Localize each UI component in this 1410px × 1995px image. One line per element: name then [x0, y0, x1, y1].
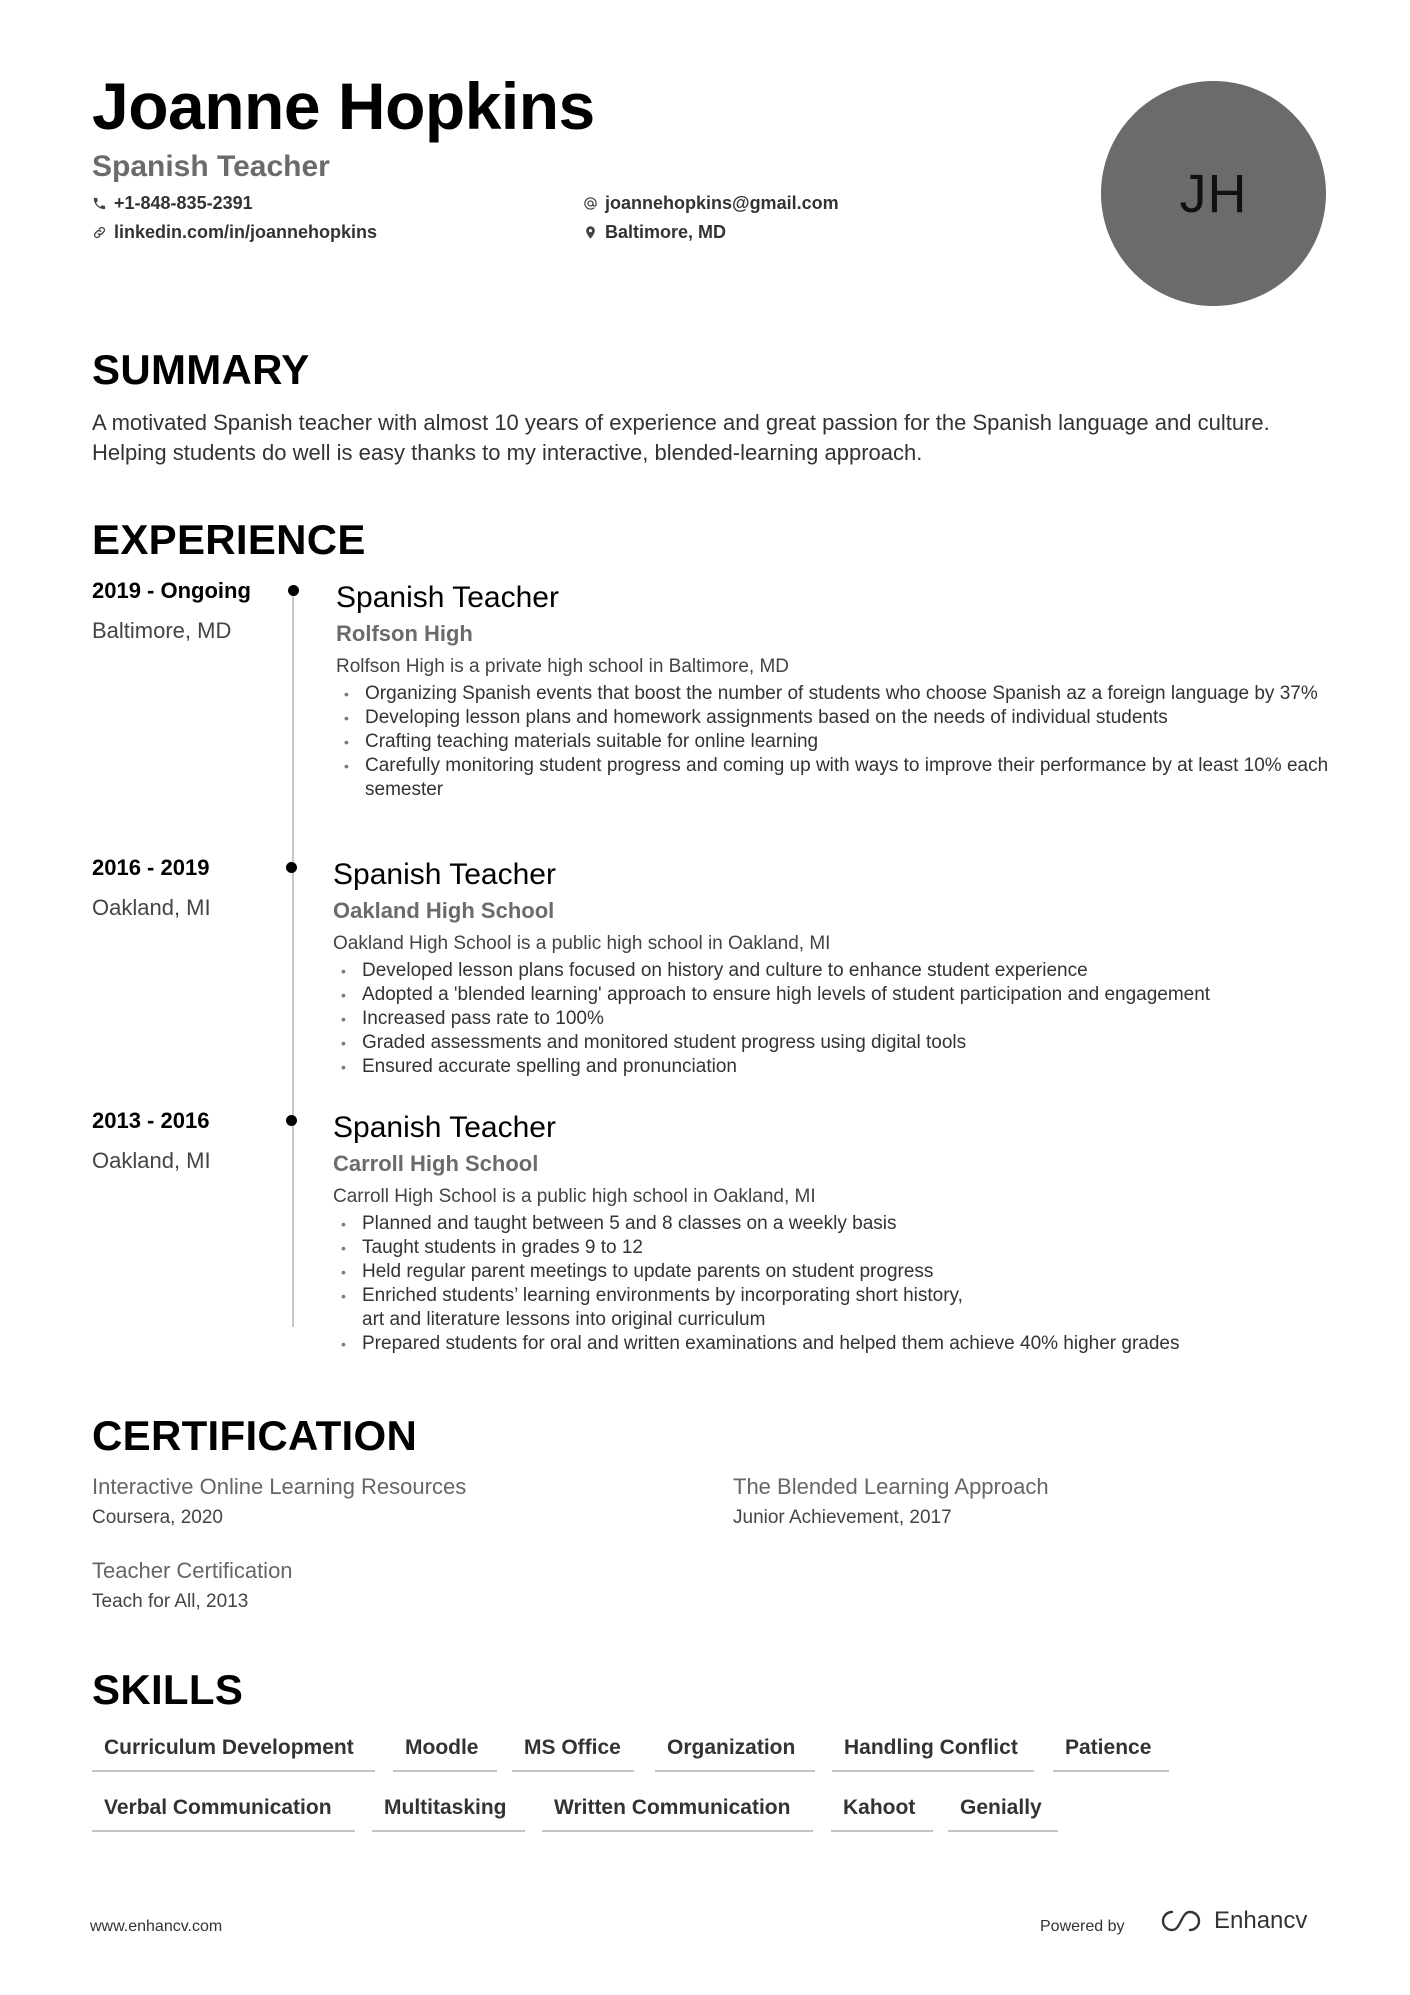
timeline-dot — [288, 585, 299, 596]
job-dates: 2013 - 2016 — [92, 1108, 210, 1133]
job-description: Oakland High School is a public high school in Oakland, MI — [333, 933, 831, 954]
job-location: Oakland, MI — [92, 895, 211, 920]
job-title: Spanish Teacher — [333, 1111, 556, 1144]
job-dates: 2019 - Ongoing — [92, 578, 251, 603]
phone-text: +1-848-835-2391 — [114, 193, 253, 213]
timeline-dot — [286, 862, 297, 873]
at-icon — [583, 196, 598, 211]
job-bullets — [333, 1212, 1373, 1356]
list-item: • Planned and taught between 5 and 8 classes on a weekly basis — [333, 1212, 1373, 1236]
skill-tag: Curriculum Development — [92, 1736, 375, 1772]
footer-powered-by: Powered by — [1040, 1918, 1125, 1935]
job-location: Oakland, MI — [92, 1148, 211, 1173]
candidate-role: Spanish Teacher — [92, 150, 330, 183]
list-item: • Ensured accurate spelling and pronunciation — [333, 1055, 1373, 1079]
phone-icon — [92, 196, 107, 211]
timeline-dot — [286, 1115, 297, 1126]
cert-name: The Blended Learning Approach — [733, 1474, 1049, 1499]
footer-brand[interactable] — [1160, 1907, 1307, 1935]
candidate-name: Joanne Hopkins — [92, 69, 595, 143]
skill-tag: Genially — [948, 1796, 1058, 1832]
certification-heading: CERTIFICATION — [92, 1412, 418, 1459]
job-entry — [333, 1110, 1373, 1356]
location-text: Baltimore, MD — [605, 222, 727, 242]
job-description: Carroll High School is a public high school in Oakland, MI — [333, 1186, 816, 1207]
summary-heading: SUMMARY — [92, 346, 310, 393]
skill-tag: Multitasking — [372, 1796, 525, 1832]
footer-brand-name: Enhancv — [1214, 1907, 1308, 1934]
avatar — [1101, 81, 1326, 306]
avatar-initials: JH — [1179, 163, 1248, 224]
list-item: • Crafting teaching materials suitable for online learning — [336, 730, 1376, 754]
job-title: Spanish Teacher — [333, 858, 556, 891]
list-item: • Taught students in grades 9 to 12 — [333, 1236, 1373, 1260]
job-dates: 2016 - 2019 — [92, 855, 210, 880]
cert-org: Junior Achievement, 2017 — [733, 1507, 952, 1528]
skill-tag: Patience — [1053, 1736, 1169, 1772]
location-pin-icon — [583, 225, 598, 240]
job-bullets — [336, 682, 1376, 802]
job-bullets — [333, 959, 1373, 1079]
skill-tag: Verbal Communication — [92, 1796, 355, 1832]
linkedin-text[interactable]: linkedin.com/in/joannehopkins — [114, 222, 378, 242]
list-item: • Organizing Spanish events that boost the number of students who choose Spanish az a foreign language by 37% — [336, 682, 1376, 706]
email-contact[interactable] — [583, 193, 839, 214]
cert-name: Teacher Certification — [92, 1558, 293, 1583]
list-item: • Increased pass rate to 100% — [333, 1007, 1373, 1031]
phone-contact — [92, 193, 253, 214]
list-item: • Held regular parent meetings to update parents on student progress — [333, 1260, 1373, 1284]
job-location: Baltimore, MD — [92, 618, 232, 643]
list-item: • Carefully monitoring student progress and coming up with ways to improve their performance by at least 10% each semester — [336, 754, 1376, 802]
timeline-line — [292, 592, 294, 1327]
list-item: • Developed lesson plans focused on history and culture to enhance student experience — [333, 959, 1373, 983]
cert-org: Teach for All, 2013 — [92, 1591, 249, 1612]
job-company: Carroll High School — [333, 1151, 539, 1176]
job-entry — [336, 580, 1376, 802]
cert-name: Interactive Online Learning Resources — [92, 1474, 467, 1499]
job-description: Rolfson High is a private high school in Baltimore, MD — [336, 656, 790, 677]
list-item: • Adopted a 'blended learning' approach to ensure high levels of student participation and engagement — [333, 983, 1373, 1007]
location-contact — [583, 222, 726, 243]
job-company: Rolfson High — [336, 621, 473, 646]
email-text[interactable]: joannehopkins@gmail.com — [605, 193, 839, 213]
experience-heading: EXPERIENCE — [92, 516, 366, 563]
linkedin-contact[interactable] — [92, 222, 377, 243]
skill-tag: Handling Conflict — [832, 1736, 1034, 1772]
skill-tag: Kahoot — [831, 1796, 933, 1832]
skills-heading: SKILLS — [92, 1666, 244, 1713]
link-icon — [92, 225, 107, 240]
skill-tag: Written Communication — [542, 1796, 813, 1832]
job-entry — [333, 857, 1373, 1079]
skill-tag: Organization — [655, 1736, 815, 1772]
footer-website[interactable]: www.enhancv.com — [90, 1918, 223, 1935]
job-company: Oakland High School — [333, 898, 555, 923]
skill-tag: Moodle — [393, 1736, 497, 1772]
list-item: • Enriched students’ learning environments by incorporating short history, art and literature lessons into original curriculum — [333, 1284, 973, 1332]
cert-org: Coursera, 2020 — [92, 1507, 223, 1528]
job-title: Spanish Teacher — [336, 581, 559, 614]
list-item: • Graded assessments and monitored student progress using digital tools — [333, 1031, 1373, 1055]
enhancv-logo-icon — [1160, 1908, 1206, 1934]
skill-tag: MS Office — [512, 1736, 634, 1772]
list-item: • Prepared students for oral and written examinations and helped them achieve 40% higher grades — [333, 1332, 1373, 1356]
list-item: • Developing lesson plans and homework assignments based on the needs of individual students — [336, 706, 1376, 730]
summary-text: A motivated Spanish teacher with almost 10 years of experience and great passion for the Spanish language and culture. Helping students do well is easy thanks to my interactive, blended-learning approach. — [92, 410, 1270, 465]
